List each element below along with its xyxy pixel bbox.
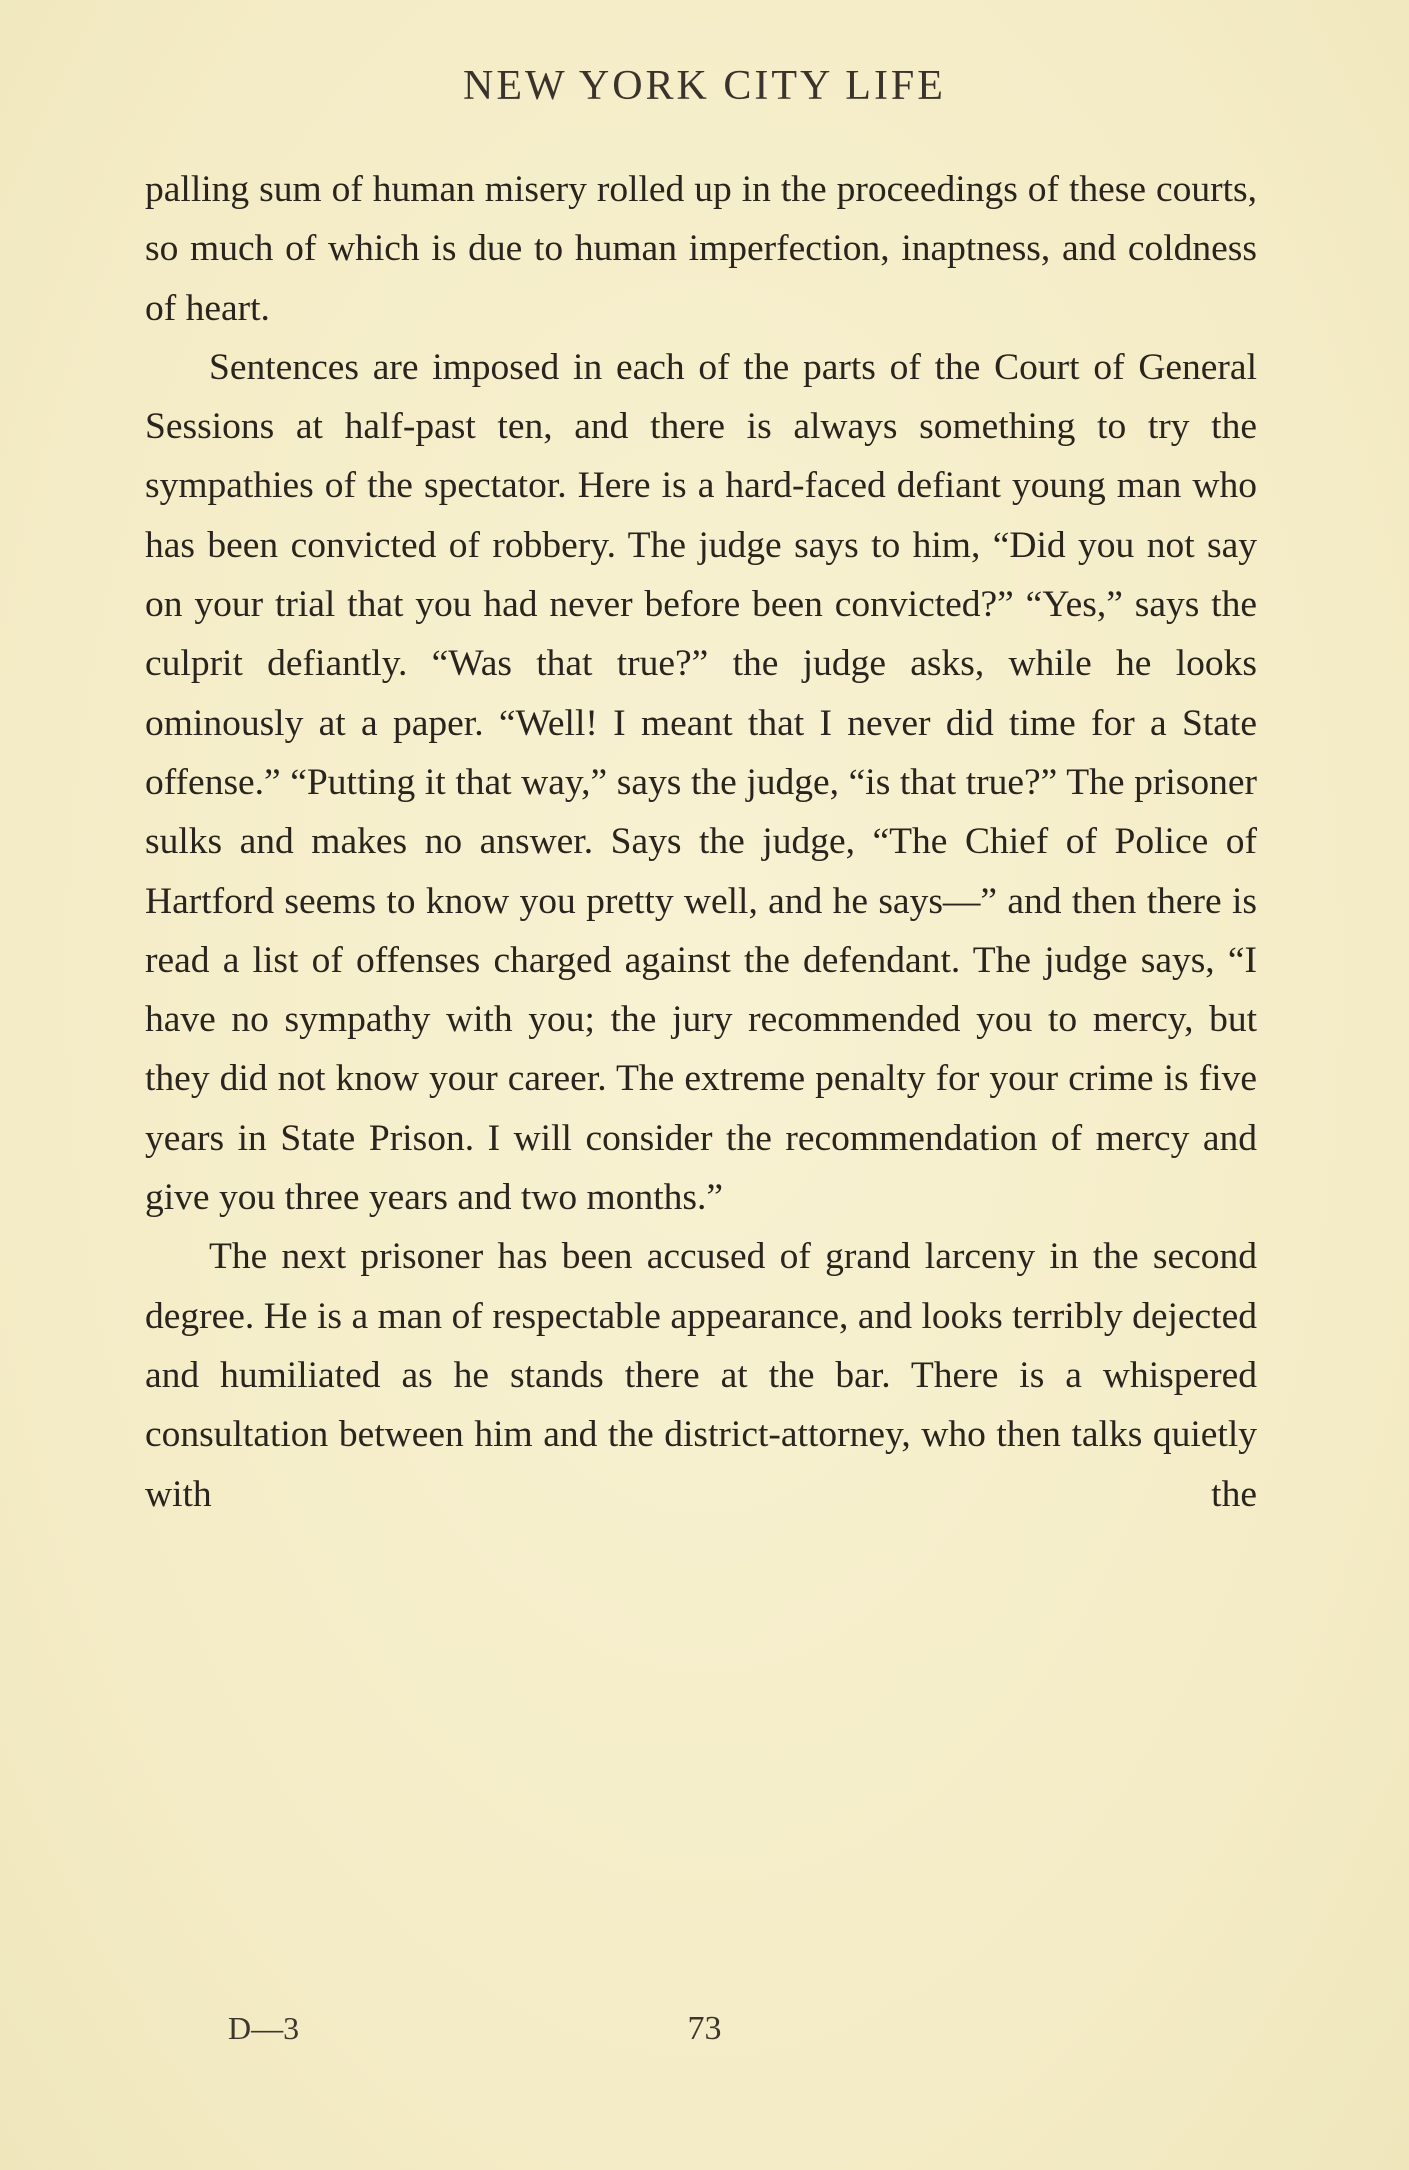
body-text	[145, 160, 1257, 1524]
signature-mark: D—3	[228, 2010, 300, 2046]
page-number: 73	[687, 2010, 722, 2047]
paragraph-3: The next prisoner has been accused of grand larceny in the second degree. He is a man of respectable appearance, and looks terribly dejected and humiliated as he stands there at the bar. There is a whispered consultation between him and the district-attorney, who then talks quietly with the	[145, 1236, 1257, 1515]
paragraph-2: Sentences are imposed in each of the parts of the Court of General Sessions at half-past ten, and there is always something to try the sympathies of the spectator. Here is a hard-faced defiant young man who has been convicted of robbery. The judge says to him, “Did you not say on your trial that you had never before been convicted?” “Yes,” says the culprit defiantly. “Was that true?” the judge asks, while he looks ominously at a paper. “Well! I meant that I never did time for a State offense.” “Putting it that way,” says the judge, “is that true?” The prisoner sulks and makes no answer. Says the judge, “The Chief of Police of Hartford seems to know you pretty well, and he says—” and then there is read a list of offenses charged against the defendant. The judge says, “I have no sympathy with you; the jury recommended you to mercy, but they did not know your career. The extreme penalty for your crime is five years in State Prison. I will consider the recommendation of mercy and give you three years and two months.”	[145, 346, 1257, 1219]
running-head: NEW YORK CITY LIFE	[463, 63, 946, 109]
paragraph-1: palling sum of human misery rolled up in the proceedings of these courts, so much of which is due to human imperfection, inaptness, and coldness of heart.	[145, 169, 1257, 329]
